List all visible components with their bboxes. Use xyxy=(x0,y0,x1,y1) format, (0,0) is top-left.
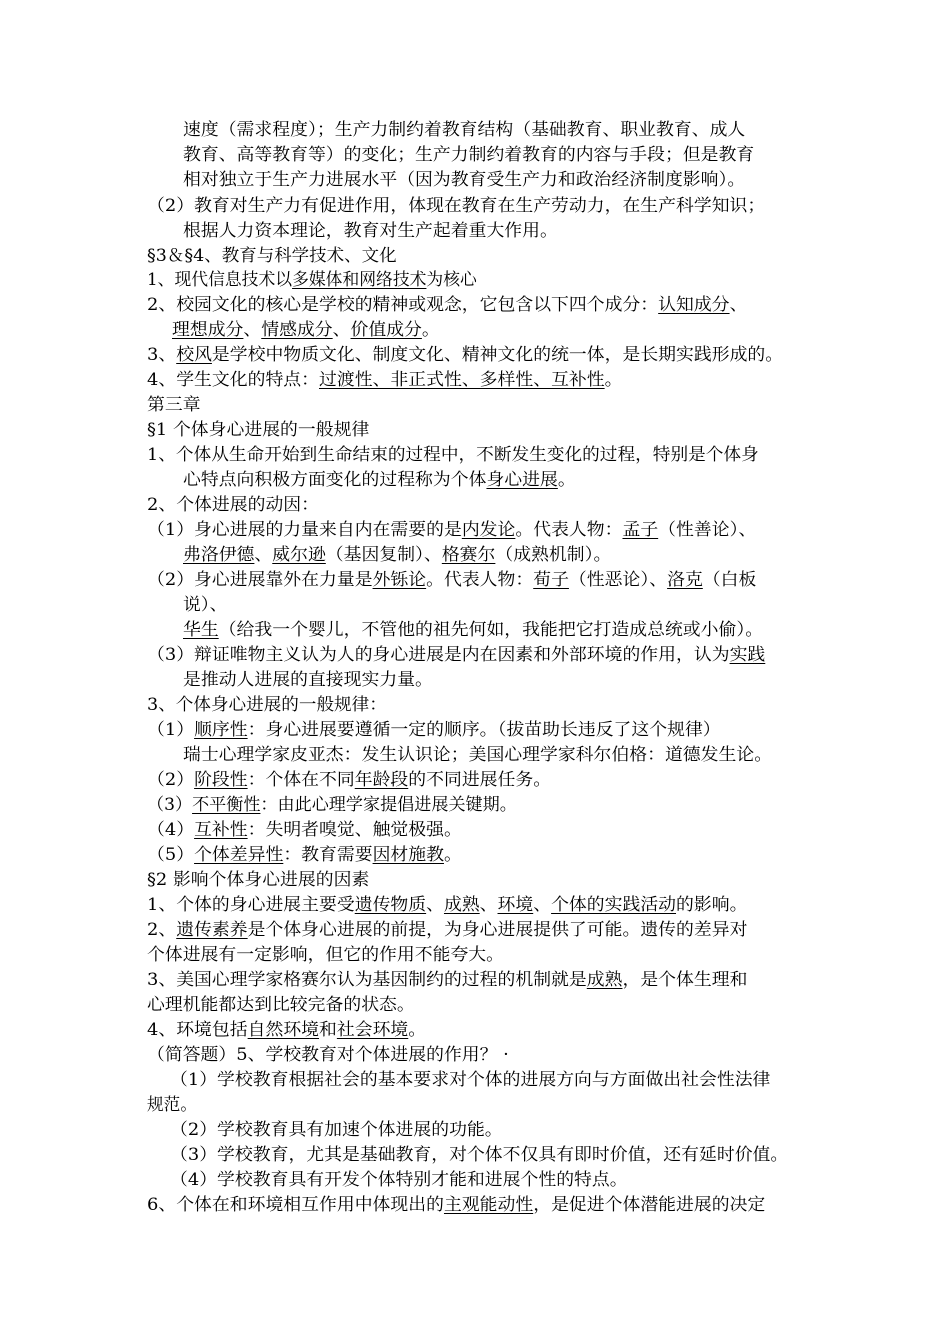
text-line xyxy=(147,1044,509,1066)
underlined-term: 荀子 xyxy=(533,570,569,590)
text-line xyxy=(147,994,415,1016)
text-line xyxy=(147,969,747,991)
text-segment: 。 xyxy=(557,470,576,490)
text-segment: 。代表人物： xyxy=(426,570,534,590)
text-segment: 相对独立于生产力进展水平（因为教育受生产力和政治经济制度影响）。 xyxy=(183,170,746,190)
text-segment: 。 xyxy=(421,320,440,340)
text-segment: 2、校园文化的核心是学校的精神或观念，它包含以下四个成分： xyxy=(147,295,659,315)
underlined-term: 自然环境 xyxy=(247,1020,320,1040)
text-line xyxy=(147,819,462,841)
text-segment: ，是促进个体潜能进展的决定 xyxy=(533,1195,766,1215)
underlined-term: 顺序性 xyxy=(194,720,248,740)
text-line xyxy=(147,769,551,791)
underlined-term: 威尔逊 xyxy=(272,545,326,565)
underlined-term: 理想成分 xyxy=(172,320,244,340)
text-segment: 教育、高等教育等）的变化；生产力制约着教育的内容与手段；但是教育 xyxy=(183,145,755,165)
text-segment: 的影响。 xyxy=(676,895,748,915)
underlined-term: 实践 xyxy=(729,645,766,665)
underlined-term: 因材施教 xyxy=(372,845,444,865)
text-segment: 、 xyxy=(426,895,444,915)
text-line xyxy=(147,195,765,217)
text-segment: 和 xyxy=(319,1020,337,1040)
text-line xyxy=(147,644,765,666)
text-segment: （基因复制）、 xyxy=(325,545,442,565)
text-segment: 为核心 xyxy=(426,270,477,290)
text-segment: （白板 xyxy=(702,570,757,590)
underlined-term: 阶段性 xyxy=(194,770,248,790)
underlined-term: 社会环境 xyxy=(336,1020,409,1040)
underlined-term: 成熟 xyxy=(443,895,480,915)
text-line xyxy=(147,1094,197,1116)
text-line xyxy=(147,919,747,941)
text-segment: （2） xyxy=(147,770,195,790)
text-segment: 个体进展有一定影响，但它的作用不能夸大。 xyxy=(147,945,504,965)
text-segment: 、 xyxy=(254,545,273,565)
text-segment: 。 xyxy=(443,845,462,865)
text-segment: （给我一个婴儿，不管他的祖先何如，我能把它打造成总统或小偷）。 xyxy=(218,620,764,640)
text-segment: 心特点向积极方面变化的过程称为个体 xyxy=(183,470,487,490)
text-line xyxy=(183,619,763,641)
text-line xyxy=(147,444,759,466)
text-segment: §1 个体身心进展的一般规律 xyxy=(147,420,370,440)
text-segment: 是个体身心进展的前提，为身心进展提供了可能。遗传的差异对 xyxy=(247,920,748,940)
underlined-term: 价值成分 xyxy=(350,320,422,340)
text-line xyxy=(147,794,517,816)
underlined-term: 认知成分 xyxy=(658,295,730,315)
text-segment: §3＆§4、教育与科学技术、文化 xyxy=(147,246,397,266)
text-line xyxy=(170,1169,628,1191)
text-segment: 心理机能都达到比较完备的状态。 xyxy=(147,995,415,1015)
text-segment: 根据人力资本理论，教育对生产起着重大作用。 xyxy=(183,221,558,241)
text-segment: （2）学校教育具有加速个体进展的功能。 xyxy=(170,1120,503,1140)
text-line xyxy=(147,719,721,741)
text-segment: （2）教育对生产力有促进作用，体现在教育在生产劳动力，在生产科学知识； xyxy=(147,196,766,216)
text-segment: （简答题）5、学校教育对个体进展的作用？ · xyxy=(147,1045,509,1065)
text-segment: ：由此心理学家提倡进展关键期。 xyxy=(260,795,517,815)
underlined-term: 多媒体和网络技术 xyxy=(292,270,427,290)
text-line xyxy=(147,869,369,891)
text-line xyxy=(183,544,611,566)
text-segment: 、 xyxy=(479,895,498,915)
text-segment: 、 xyxy=(243,320,262,340)
text-segment: （成熟机制）。 xyxy=(495,545,612,565)
text-segment: （5） xyxy=(147,845,195,865)
text-line xyxy=(170,1144,788,1166)
text-segment: ，是个体生理和 xyxy=(622,970,748,990)
text-segment: 6、个体在和环境相互作用中体现出的 xyxy=(147,1195,444,1215)
text-line xyxy=(147,394,201,416)
text-segment: 4、学生文化的特点： xyxy=(147,370,320,390)
text-segment: 4、环境包括 xyxy=(147,1020,248,1040)
text-line xyxy=(183,669,433,691)
text-segment: 1、个体从生命开始到生命结束的过程中，不断发生变化的过程，特别是个体身 xyxy=(147,445,759,465)
text-segment: 3、 xyxy=(147,345,177,365)
underlined-term: 外铄论 xyxy=(372,570,427,590)
underlined-term: 身心进展 xyxy=(486,470,558,490)
text-segment: （3）学校教育，尤其是基础教育，对个体不仅具有即时价值，还有延时价值。 xyxy=(170,1145,789,1165)
underlined-term: 过渡性、非正式性、多样性、互补性 xyxy=(319,370,605,390)
text-segment: §2 影响个体身心进展的因素 xyxy=(147,870,370,890)
text-segment: （1）身心进展的力量来自内在需要的是 xyxy=(147,520,462,540)
text-line xyxy=(147,944,504,966)
text-line xyxy=(183,144,754,166)
text-line xyxy=(147,694,387,716)
text-segment: 第三章 xyxy=(147,395,201,415)
underlined-term: 遗传物质 xyxy=(354,895,427,915)
underlined-term: 互补性 xyxy=(194,820,248,840)
underlined-term: 情感成分 xyxy=(261,320,333,340)
text-segment: 2、 xyxy=(147,920,177,940)
underlined-term: 遗传素养 xyxy=(176,920,248,940)
text-segment: 。代表人物： xyxy=(515,520,623,540)
text-segment: （1）学校教育根据社会的基本要求对个体的进展方向与方面做出社会性法律 xyxy=(170,1070,771,1090)
text-segment: （1） xyxy=(147,720,195,740)
text-segment: ：教育需要 xyxy=(283,845,373,865)
underlined-term: 华生 xyxy=(183,620,219,640)
text-segment: （4）学校教育具有开发个体特别才能和进展个性的特点。 xyxy=(170,1170,628,1190)
text-segment: 规范。 xyxy=(147,1095,198,1115)
text-segment: 1、现代信息技术以 xyxy=(147,270,293,290)
text-line xyxy=(183,169,745,191)
underlined-term: 内发论 xyxy=(461,520,516,540)
text-segment: 速度（需求程度）；生产力制约着教育结构（基础教育、职业教育、成人 xyxy=(183,120,746,140)
text-line xyxy=(147,894,747,916)
underlined-term: 洛克 xyxy=(667,570,703,590)
text-segment: ：身心进展要遵循一定的顺序。（拔苗助长违反了这个规律） xyxy=(247,720,721,740)
underlined-term: 个体的实践活动 xyxy=(551,895,677,915)
underlined-term: 主观能动性 xyxy=(443,1195,534,1215)
text-line xyxy=(147,269,477,291)
text-segment: （性善论）、 xyxy=(658,520,757,540)
text-line xyxy=(147,245,397,267)
text-line xyxy=(147,569,756,591)
underlined-term: 成熟 xyxy=(586,970,623,990)
text-line xyxy=(147,369,622,391)
text-segment: 的不同进展任务。 xyxy=(408,770,552,790)
text-line xyxy=(183,594,227,616)
text-segment: 2、个体进展的动因： xyxy=(147,495,320,515)
underlined-term: 孟子 xyxy=(622,520,659,540)
text-segment: 说）、 xyxy=(183,595,228,615)
text-line xyxy=(183,119,745,141)
text-segment: 瑞士心理学家皮亚杰：发生认识论；美国心理学家科尔伯格：道德发生论。 xyxy=(183,745,773,765)
text-segment: 是推动人进展的直接现实力量。 xyxy=(183,670,433,690)
text-segment: （2）身心进展靠外在力量是 xyxy=(147,570,373,590)
underlined-term: 弗洛伊德 xyxy=(183,545,255,565)
text-segment: （性恶论）、 xyxy=(568,570,668,590)
text-line xyxy=(147,844,462,866)
text-segment: 3、美国心理学家格赛尔认为基因制约的过程的机制就是 xyxy=(147,970,587,990)
text-line xyxy=(170,1119,503,1141)
text-segment: 、 xyxy=(729,295,748,315)
underlined-term: 不平衡性 xyxy=(192,795,261,815)
text-line xyxy=(147,344,783,366)
text-line xyxy=(183,220,558,242)
text-segment: （3）辩证唯物主义认为人的身心进展是内在因素和外部环境的作用，认为 xyxy=(147,645,730,665)
text-segment: 是学校中物质文化、制度文化、精神文化的统一体，是长期实践形成的。 xyxy=(211,345,784,365)
text-line xyxy=(147,494,319,516)
text-segment: 1、个体的身心进展主要受 xyxy=(147,895,355,915)
text-line xyxy=(147,294,747,316)
text-segment: ：个体在不同 xyxy=(247,770,355,790)
text-line xyxy=(147,1019,426,1041)
text-line xyxy=(147,519,756,541)
text-segment: 。 xyxy=(604,370,623,390)
text-segment: （4） xyxy=(147,820,195,840)
text-line xyxy=(183,744,772,766)
underlined-term: 格赛尔 xyxy=(441,545,496,565)
underlined-term: 年龄段 xyxy=(354,770,409,790)
underlined-term: 环境 xyxy=(497,895,534,915)
text-line xyxy=(183,469,576,491)
text-segment: 3、个体身心进展的一般规律： xyxy=(147,695,387,715)
text-segment: 、 xyxy=(332,320,351,340)
underlined-term: 个体差异性 xyxy=(194,845,284,865)
text-line xyxy=(147,419,369,441)
text-line xyxy=(170,1069,770,1091)
text-segment: ：失明者嗅觉、触觉极强。 xyxy=(247,820,462,840)
text-segment: （3） xyxy=(147,795,193,815)
underlined-term: 校风 xyxy=(176,345,212,365)
text-segment: 。 xyxy=(408,1020,427,1040)
text-line xyxy=(172,319,440,341)
text-segment: 、 xyxy=(533,895,552,915)
text-line xyxy=(147,1194,765,1216)
